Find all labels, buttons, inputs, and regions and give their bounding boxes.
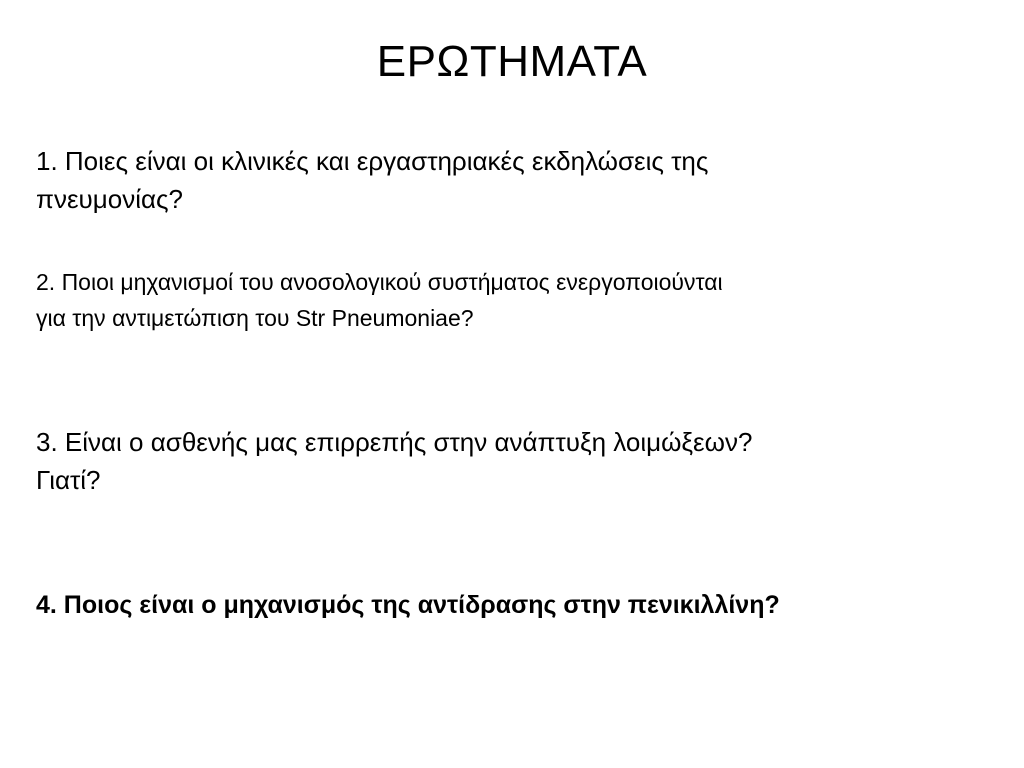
question-2-line-2: για την αντιμετώπιση του Str Pneumoniae? (36, 305, 474, 331)
question-1 (36, 142, 936, 218)
question-2-line-1: 2. Ποιοι μηχανισμοί του ανοσολογικού συστήματος ενεργοποιούνται (36, 269, 723, 295)
slide-title: ΕΡΩΤΗΜΑΤΑ (376, 37, 648, 86)
question-2 (36, 264, 936, 336)
question-4 (36, 586, 936, 624)
question-3-line-2: Γιατί? (36, 465, 101, 495)
question-4-line-1: 4. Ποιος είναι ο μηχανισμός της αντίδρασης στην πενικιλλίνη? (36, 591, 780, 619)
question-3-line-1: 3. Είναι ο ασθενής μας επιρρεπής στην ανάπτυξη λοιμώξεων? (36, 427, 753, 457)
question-3 (36, 423, 936, 499)
question-1-line-2: πνευμονίας? (36, 184, 183, 214)
question-1-line-1: 1. Ποιες είναι οι κλινικές και εργαστηριακές εκδηλώσεις της (36, 146, 709, 176)
